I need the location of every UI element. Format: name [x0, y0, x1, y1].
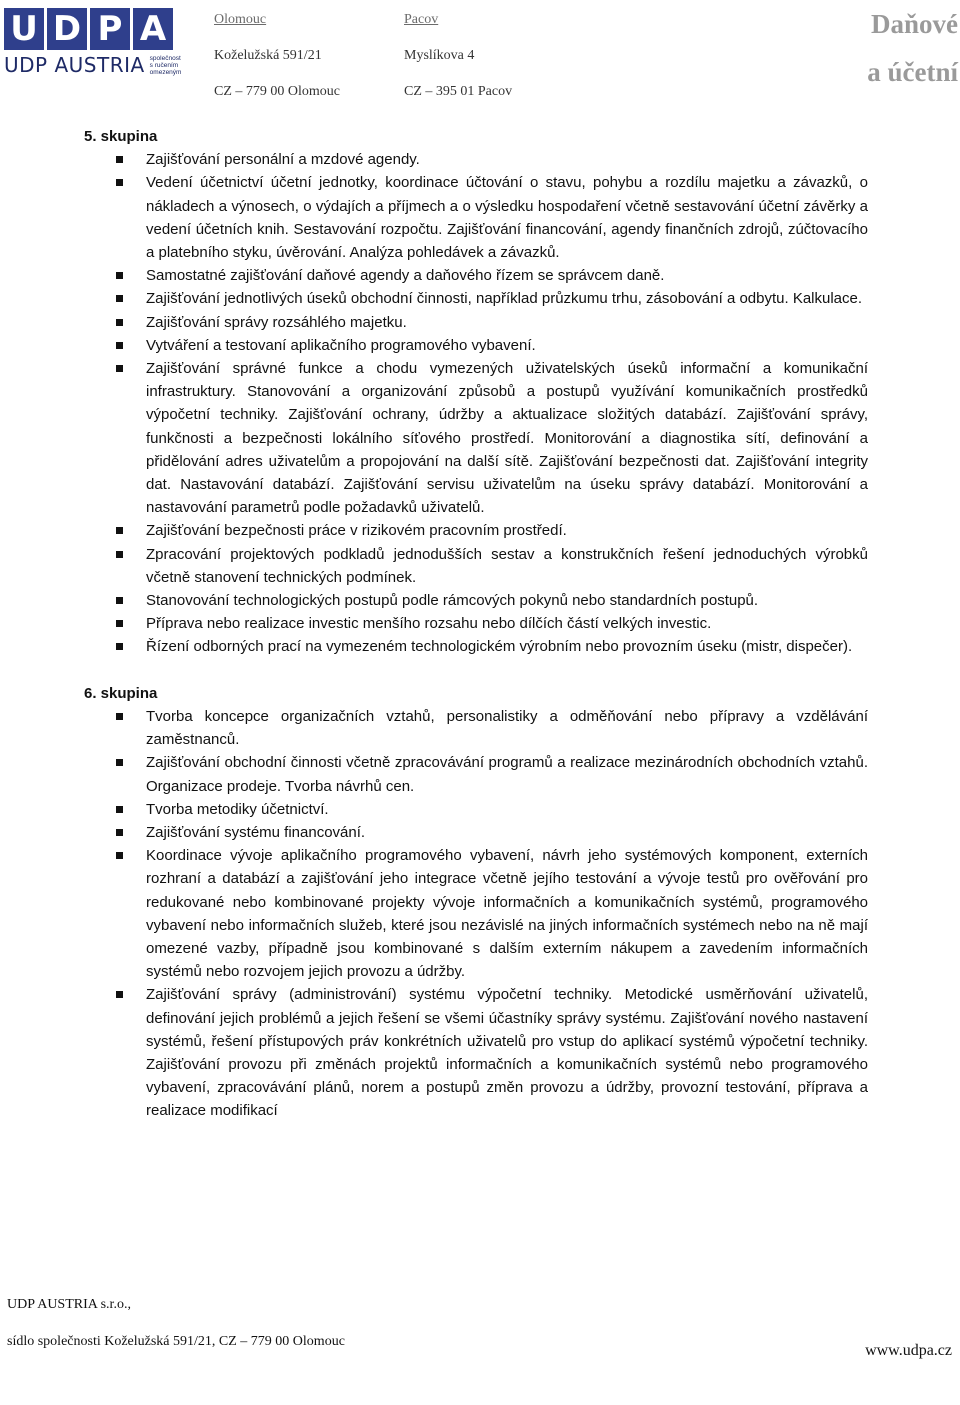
list-item-text: Koordinace vývoje aplikačního programového vybavení, návrh jeho systémových komponent, externích rozhraní a databází a zajišťování jeho integrace včetně jejího testování a vývoje testů pro ověřování pro redukované nebo kombinované projekty vývoje informačních a komunikačních systémů, programového vybavení nebo informačních služeb, které jsou nezávislé na jiných informačních systémech nebo na ně mají omezené vazby, případně jsou kombinované s dalším externím nákupem a zavedením informačních systémů nebo rozvojem jejich provozu a údržby.	[146, 847, 868, 981]
logo-letter: U	[4, 8, 44, 50]
square-bullet-icon	[116, 295, 123, 302]
footer-company: UDP AUSTRIA s.r.o.,	[7, 1297, 131, 1312]
list-item	[146, 635, 868, 658]
list-item-text: Zajišťování bezpečnosti práce v rizikovém pracovním prostředí.	[146, 522, 567, 540]
company-logo	[4, 8, 182, 80]
square-bullet-icon	[116, 551, 123, 558]
list-item-text: Zajišťování systému financování.	[146, 824, 366, 842]
logo-letter: D	[47, 8, 87, 50]
list-item-text: Příprava nebo realizace investic menšího rozsahu nebo dílčích částí velkých investic.	[146, 615, 712, 633]
list-item	[146, 798, 868, 821]
list-item	[146, 705, 868, 751]
list-item	[146, 589, 868, 612]
logo-letter: P	[90, 8, 130, 50]
square-bullet-icon	[116, 527, 123, 534]
header-brand	[867, 0, 958, 96]
group-list	[0, 148, 960, 658]
square-bullet-icon	[116, 829, 123, 836]
list-item	[146, 287, 868, 310]
square-bullet-icon	[116, 806, 123, 813]
brand-line-1: Daňové	[871, 9, 958, 39]
group-list	[0, 705, 960, 1123]
list-item	[146, 148, 868, 171]
list-item-text: Samostatné zajišťování daňové agendy a daňového řízem se správcem daně.	[146, 267, 665, 285]
group-title: 6. skupina	[84, 684, 158, 702]
list-item	[146, 264, 868, 287]
footer-address: sídlo společnosti Koželužská 591/21, CZ – 779 00 Olomouc	[7, 1334, 345, 1349]
list-item	[146, 543, 868, 589]
logo-letter: A	[133, 8, 173, 50]
list-item	[146, 519, 868, 542]
list-item-text: Tvorba metodiky účetnictví.	[146, 800, 329, 818]
square-bullet-icon	[116, 342, 123, 349]
list-item	[146, 844, 868, 983]
square-bullet-icon	[116, 643, 123, 650]
list-item-text: Vedení účetnictví účetní jednotky, koordinace účtování o stavu, pohybu a rozdílu majetku a závazků, o nákladech a výnosech, o výdajích a příjmech a o výsledku hospodaření včetně sestavování účetní závěrky a vedení účetních knih. Sestavování rozpočtu. Zajišťování financování, agendy finančních zdrojů, zúčtovacího a platebního styku, úvěrování. Analýza pohledávek a závazků.	[146, 174, 868, 261]
list-item-text: Tvorba koncepce organizačních vztahů, personalistiky a odměňování nebo přípravy a vzdělávání zaměstnanců.	[146, 708, 868, 749]
list-item-text: Zajišťování jednotlivých úseků obchodní činnosti, například průzkumu trhu, zásobování a odbytu. Kalkulace.	[146, 290, 863, 308]
logo-tagline: společnost s ručením omezeným	[149, 54, 182, 76]
document-body	[0, 125, 960, 1123]
list-item-text: Zajišťování správy rozsáhlého majetku.	[146, 313, 407, 331]
header-zip-olomouc: CZ – 779 00 Olomouc	[214, 84, 340, 99]
square-bullet-icon	[116, 179, 123, 186]
list-item-text: Řízení odborných prací na vymezeném technologickém výrobním nebo provozním úseku (mistr, dispečer).	[146, 638, 853, 656]
header-street-pacov: Myslíkova 4	[404, 48, 475, 63]
square-bullet-icon	[116, 156, 123, 163]
list-item-text: Stanovování technologických postupů podle rámcových pokynů nebo standardních postupů.	[146, 592, 759, 610]
group-spacer	[0, 659, 960, 682]
header-address-olomouc	[214, 10, 340, 118]
list-item	[146, 171, 868, 264]
footer-website-link[interactable]: www.udpa.cz	[865, 1342, 952, 1359]
group-title: 5. skupina	[84, 128, 158, 145]
header-street-olomouc: Koželužská 591/21	[214, 48, 322, 63]
square-bullet-icon	[116, 365, 123, 372]
list-item-text: Zajišťování správné funkce a chodu vymezených uživatelských úseků informační a komunikační infrastruktury. Stanovování a organizování způsobů a postupů využívání komunikačních prostředků výpočetní techniky. Zajišťování ochrany, údržby a aktualizace složitých databází. Zajišťování správy, funkčnosti a bezpečnosti lokálního síťového prostředí. Monitorování a diagnostika sítí, definování a přidělování adres uživatelům a propojování na další sítě. Zajišťování bezpečnosti dat. Zajišťování integrity dat. Nastavování databází. Zajišťování servisu uživatelům na úseku správy databází. Monitorování a nastavování parametrů podle požadavků uživatelů.	[146, 360, 868, 517]
square-bullet-icon	[116, 852, 123, 859]
logo-letter-boxes	[4, 8, 176, 50]
list-item	[146, 612, 868, 635]
square-bullet-icon	[116, 319, 123, 326]
list-item	[146, 357, 868, 519]
brand-line-2: a účetní	[867, 57, 958, 87]
header-address-pacov	[404, 10, 512, 118]
square-bullet-icon	[116, 597, 123, 604]
list-item-text: Zpracování projektových podkladů jednodušších sestav a konstrukčních řešení jednoduchých výrobků včetně stanovení technických podmínek.	[146, 545, 868, 586]
logo-company-name: UDP AUSTRIA	[4, 53, 145, 77]
list-item	[146, 311, 868, 334]
square-bullet-icon	[116, 991, 123, 998]
square-bullet-icon	[116, 759, 123, 766]
header-city-link-olomouc[interactable]: Olomouc	[214, 12, 267, 27]
list-item-text: Zajišťování personální a mzdové agendy.	[146, 151, 420, 169]
list-item	[146, 334, 868, 357]
list-item-text: Zajišťování správy (administrování) systému výpočetní techniky. Metodické usměrňování uživatelů, definování jejich problémů a jejich řešení se všemi účastníky správy systému. Zajišťování nového nastavení systémů, řešení přístupových práv konkrétních uživatelů pro vstup do aplikací systémů výpočetní techniky. Zajišťování provozu při změnách projektů informačních a komunikačních systémů nebo programového vybavení, zpracovávání plánů, norem a postupů změn provozu a údržby, provozní testování, příprava a realizace modifikací	[146, 986, 868, 1120]
square-bullet-icon	[116, 713, 123, 720]
square-bullet-icon	[116, 272, 123, 279]
list-item	[146, 983, 868, 1122]
list-item	[146, 751, 868, 797]
header-zip-pacov: CZ – 395 01 Pacov	[404, 84, 513, 99]
list-item-text: Vytváření a testovaní aplikačního programového vybavení.	[146, 336, 536, 354]
square-bullet-icon	[116, 620, 123, 627]
list-item-text: Zajišťování obchodní činnosti včetně zpracovávání programů a realizace mezinárodních obchodních vztahů. Organizace prodeje. Tvorba návrhů cen.	[146, 754, 868, 795]
list-item	[146, 821, 868, 844]
header-city-link-pacov[interactable]: Pacov	[404, 12, 439, 27]
